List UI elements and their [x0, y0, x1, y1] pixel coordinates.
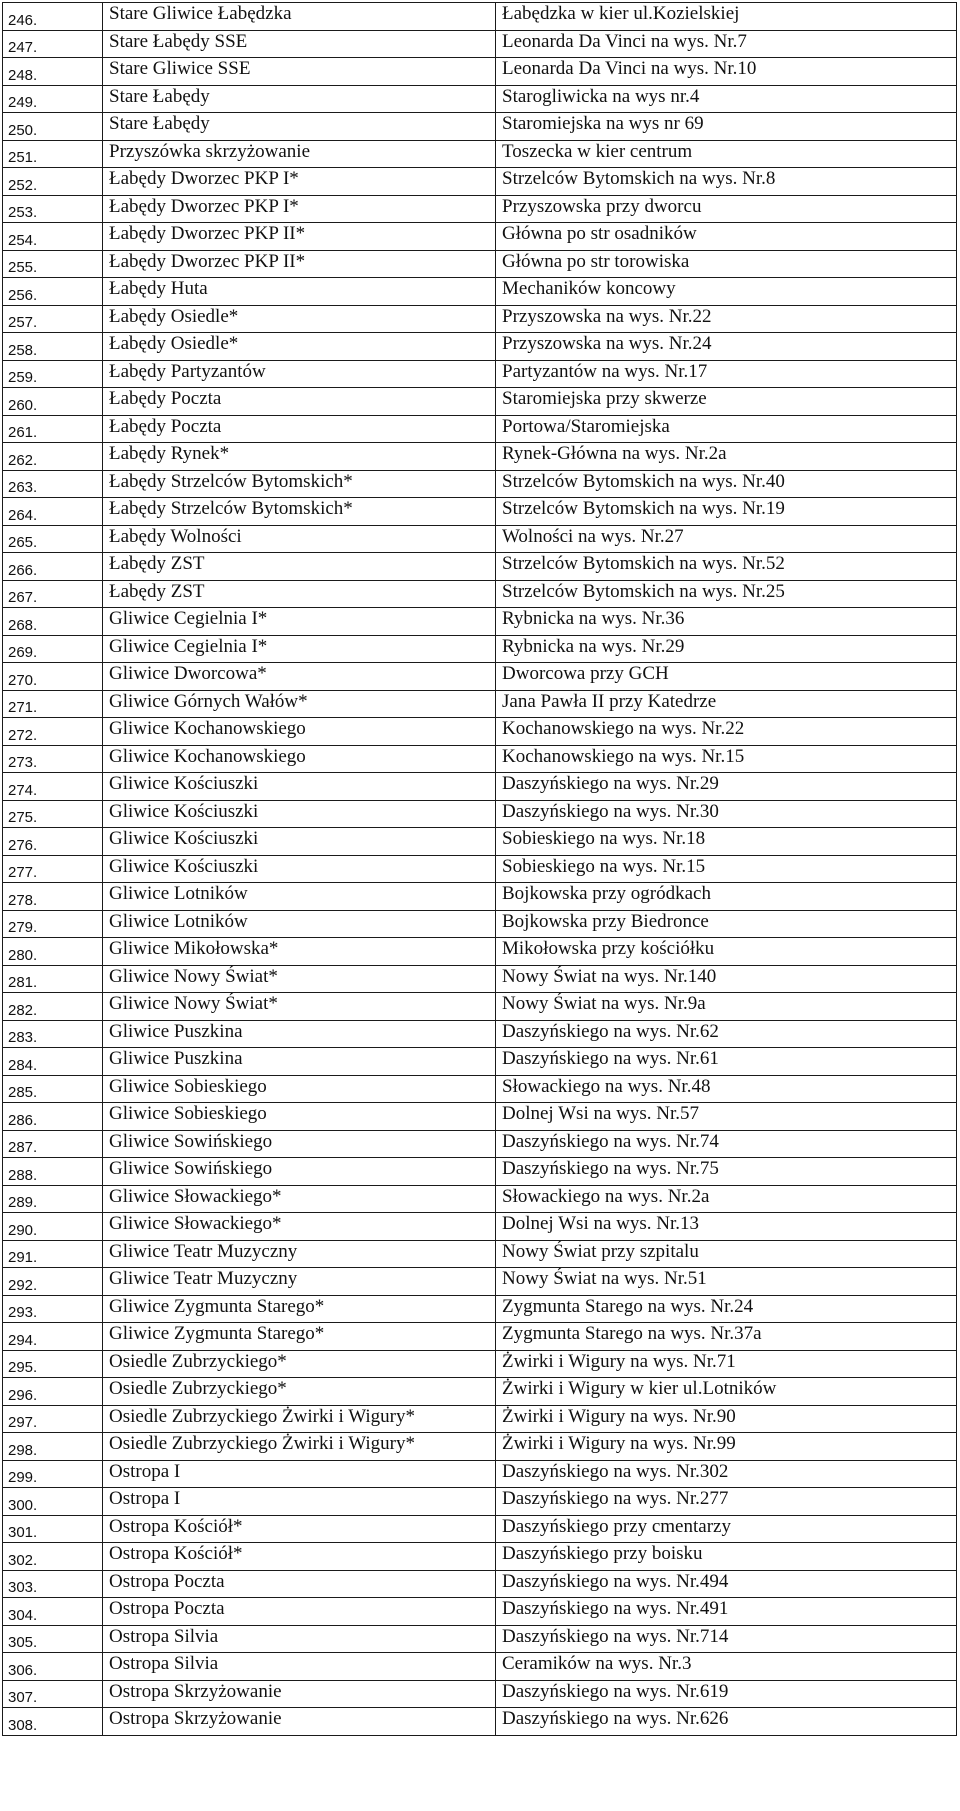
table-row — [3, 1240, 957, 1268]
row-number: 282. — [3, 993, 103, 1021]
table-row — [3, 745, 957, 773]
stop-name: Łabędy Strzelców Bytomskich* — [103, 470, 496, 498]
row-number: 289. — [3, 1185, 103, 1213]
stop-name: Łabędy Dworzec PKP I* — [103, 168, 496, 196]
table-row — [3, 965, 957, 993]
stop-location: Główna po str osadników — [496, 223, 957, 251]
row-number: 296. — [3, 1378, 103, 1406]
stop-name: Gliwice Słowackiego* — [103, 1213, 496, 1241]
row-number: 272. — [3, 718, 103, 746]
row-number: 251. — [3, 140, 103, 168]
table-row — [3, 1433, 957, 1461]
stop-name: Łabędy Huta — [103, 278, 496, 306]
stop-name: Gliwice Puszkina — [103, 1020, 496, 1048]
table-row — [3, 1708, 957, 1736]
stop-location: Nowy Świat na wys. Nr.51 — [496, 1268, 957, 1296]
row-number: 266. — [3, 553, 103, 581]
stop-name: Gliwice Kościuszki — [103, 773, 496, 801]
row-number: 294. — [3, 1323, 103, 1351]
stop-location: Daszyńskiego na wys. Nr.494 — [496, 1570, 957, 1598]
stop-location: Daszyńskiego przy cmentarzy — [496, 1515, 957, 1543]
row-number: 275. — [3, 800, 103, 828]
stop-location: Wolności na wys. Nr.27 — [496, 525, 957, 553]
stop-location: Rynek-Główna na wys. Nr.2a — [496, 443, 957, 471]
stop-name: Gliwice Dworcowa* — [103, 663, 496, 691]
stop-name: Ostropa I — [103, 1460, 496, 1488]
table-row — [3, 1103, 957, 1131]
stop-location: Zygmunta Starego na wys. Nr.24 — [496, 1295, 957, 1323]
table-row — [3, 525, 957, 553]
table-row — [3, 718, 957, 746]
stop-name: Gliwice Zygmunta Starego* — [103, 1323, 496, 1351]
stop-name: Łabędy Dworzec PKP II* — [103, 250, 496, 278]
row-number: 303. — [3, 1570, 103, 1598]
stop-location: Mikołowska przy kościółku — [496, 938, 957, 966]
stop-name: Przyszówka skrzyżowanie — [103, 140, 496, 168]
row-number: 277. — [3, 855, 103, 883]
stop-location: Strzelców Bytomskich na wys. Nr.40 — [496, 470, 957, 498]
row-number: 253. — [3, 195, 103, 223]
stop-location: Leonarda Da Vinci na wys. Nr.7 — [496, 30, 957, 58]
row-number: 269. — [3, 635, 103, 663]
table-row — [3, 58, 957, 86]
stop-name: Osiedle Zubrzyckiego* — [103, 1350, 496, 1378]
row-number: 293. — [3, 1295, 103, 1323]
stop-location: Daszyńskiego na wys. Nr.74 — [496, 1130, 957, 1158]
table-row — [3, 635, 957, 663]
stop-location: Kochanowskiego na wys. Nr.15 — [496, 745, 957, 773]
table-row — [3, 1020, 957, 1048]
table-row — [3, 1570, 957, 1598]
stop-location: Mechaników koncowy — [496, 278, 957, 306]
stop-name: Gliwice Sowińskiego — [103, 1130, 496, 1158]
stop-name: Łabędy ZST — [103, 580, 496, 608]
row-number: 263. — [3, 470, 103, 498]
stop-name: Łabędy Dworzec PKP II* — [103, 223, 496, 251]
row-number: 304. — [3, 1598, 103, 1626]
stop-location: Strzelców Bytomskich na wys. Nr.8 — [496, 168, 957, 196]
stop-location: Staromiejska przy skwerze — [496, 388, 957, 416]
stop-name: Łabędy Strzelców Bytomskich* — [103, 498, 496, 526]
row-number: 308. — [3, 1708, 103, 1736]
row-number: 257. — [3, 305, 103, 333]
stop-location: Daszyńskiego na wys. Nr.302 — [496, 1460, 957, 1488]
stop-name: Gliwice Puszkina — [103, 1048, 496, 1076]
table-row — [3, 3, 957, 31]
row-number: 297. — [3, 1405, 103, 1433]
row-number: 256. — [3, 278, 103, 306]
row-number: 259. — [3, 360, 103, 388]
table-row — [3, 195, 957, 223]
stop-location: Partyzantów na wys. Nr.17 — [496, 360, 957, 388]
row-number: 248. — [3, 58, 103, 86]
stop-location: Przyszowska na wys. Nr.22 — [496, 305, 957, 333]
stop-name: Gliwice Kochanowskiego — [103, 745, 496, 773]
row-number: 258. — [3, 333, 103, 361]
stop-name: Osiedle Zubrzyckiego Żwirki i Wigury* — [103, 1405, 496, 1433]
stop-location: Daszyńskiego przy boisku — [496, 1543, 957, 1571]
table-row — [3, 333, 957, 361]
stop-location: Żwirki i Wigury na wys. Nr.99 — [496, 1433, 957, 1461]
row-number: 276. — [3, 828, 103, 856]
table-row — [3, 1543, 957, 1571]
stop-location: Strzelców Bytomskich na wys. Nr.52 — [496, 553, 957, 581]
row-number: 299. — [3, 1460, 103, 1488]
table-row — [3, 443, 957, 471]
bus-stops-table-body — [3, 3, 957, 1736]
table-row — [3, 663, 957, 691]
stop-location: Daszyńskiego na wys. Nr.491 — [496, 1598, 957, 1626]
stop-name: Stare Gliwice SSE — [103, 58, 496, 86]
stop-location: Daszyńskiego na wys. Nr.714 — [496, 1625, 957, 1653]
stop-name: Stare Łabędy — [103, 85, 496, 113]
table-row — [3, 580, 957, 608]
stop-location: Bojkowska przy ogródkach — [496, 883, 957, 911]
stop-location: Sobieskiego na wys. Nr.15 — [496, 855, 957, 883]
table-row — [3, 223, 957, 251]
row-number: 261. — [3, 415, 103, 443]
table-row — [3, 168, 957, 196]
stop-location: Daszyńskiego na wys. Nr.626 — [496, 1708, 957, 1736]
stop-location: Daszyńskiego na wys. Nr.29 — [496, 773, 957, 801]
row-number: 267. — [3, 580, 103, 608]
table-row — [3, 1653, 957, 1681]
stop-name: Łabędy Rynek* — [103, 443, 496, 471]
table-row — [3, 85, 957, 113]
table-row — [3, 690, 957, 718]
stop-name: Łabędy Poczta — [103, 388, 496, 416]
stop-location: Sobieskiego na wys. Nr.18 — [496, 828, 957, 856]
stop-name: Ostropa Poczta — [103, 1598, 496, 1626]
row-number: 271. — [3, 690, 103, 718]
stop-name: Łabędy Dworzec PKP I* — [103, 195, 496, 223]
stop-location: Dolnej Wsi na wys. Nr.13 — [496, 1213, 957, 1241]
stop-location: Daszyńskiego na wys. Nr.30 — [496, 800, 957, 828]
bus-stops-table — [2, 2, 957, 1736]
row-number: 292. — [3, 1268, 103, 1296]
table-row — [3, 1598, 957, 1626]
stop-location: Bojkowska przy Biedronce — [496, 910, 957, 938]
stop-name: Gliwice Lotników — [103, 910, 496, 938]
stop-location: Toszecka w kier centrum — [496, 140, 957, 168]
table-row — [3, 1185, 957, 1213]
stop-location: Leonarda Da Vinci na wys. Nr.10 — [496, 58, 957, 86]
stop-location: Rybnicka na wys. Nr.36 — [496, 608, 957, 636]
row-number: 298. — [3, 1433, 103, 1461]
table-row — [3, 415, 957, 443]
stop-location: Jana Pawła II przy Katedrze — [496, 690, 957, 718]
table-row — [3, 470, 957, 498]
stop-location: Żwirki i Wigury na wys. Nr.71 — [496, 1350, 957, 1378]
row-number: 301. — [3, 1515, 103, 1543]
table-row — [3, 1488, 957, 1516]
stop-location: Daszyńskiego na wys. Nr.61 — [496, 1048, 957, 1076]
table-row — [3, 608, 957, 636]
stop-name: Łabędy Osiedle* — [103, 333, 496, 361]
row-number: 280. — [3, 938, 103, 966]
table-row — [3, 1048, 957, 1076]
stop-location: Słowackiego na wys. Nr.48 — [496, 1075, 957, 1103]
stop-location: Strzelców Bytomskich na wys. Nr.19 — [496, 498, 957, 526]
stop-location: Strzelców Bytomskich na wys. Nr.25 — [496, 580, 957, 608]
stop-location: Żwirki i Wigury w kier ul.Lotników — [496, 1378, 957, 1406]
table-row — [3, 30, 957, 58]
row-number: 247. — [3, 30, 103, 58]
stop-location: Daszyńskiego na wys. Nr.75 — [496, 1158, 957, 1186]
stop-name: Gliwice Sobieskiego — [103, 1103, 496, 1131]
stop-location: Kochanowskiego na wys. Nr.22 — [496, 718, 957, 746]
stop-location: Żwirki i Wigury na wys. Nr.90 — [496, 1405, 957, 1433]
table-row — [3, 938, 957, 966]
table-row — [3, 140, 957, 168]
stop-name: Stare Łabędy — [103, 113, 496, 141]
row-number: 270. — [3, 663, 103, 691]
row-number: 265. — [3, 525, 103, 553]
stop-name: Gliwice Zygmunta Starego* — [103, 1295, 496, 1323]
stop-name: Gliwice Kochanowskiego — [103, 718, 496, 746]
table-row — [3, 113, 957, 141]
row-number: 295. — [3, 1350, 103, 1378]
row-number: 264. — [3, 498, 103, 526]
row-number: 268. — [3, 608, 103, 636]
row-number: 249. — [3, 85, 103, 113]
stop-name: Gliwice Kościuszki — [103, 855, 496, 883]
stop-name: Osiedle Zubrzyckiego* — [103, 1378, 496, 1406]
stop-location: Nowy Świat na wys. Nr.9a — [496, 993, 957, 1021]
stop-location: Nowy Świat przy szpitalu — [496, 1240, 957, 1268]
row-number: 302. — [3, 1543, 103, 1571]
table-row — [3, 1295, 957, 1323]
stop-location: Ceramików na wys. Nr.3 — [496, 1653, 957, 1681]
stop-name: Łabędy ZST — [103, 553, 496, 581]
row-number: 305. — [3, 1625, 103, 1653]
row-number: 246. — [3, 3, 103, 31]
stop-name: Gliwice Cegielnia I* — [103, 635, 496, 663]
stop-name: Stare Gliwice Łabędzka — [103, 3, 496, 31]
stop-location: Łabędzka w kier ul.Kozielskiej — [496, 3, 957, 31]
stop-location: Dolnej Wsi na wys. Nr.57 — [496, 1103, 957, 1131]
stop-name: Gliwice Nowy Świat* — [103, 965, 496, 993]
row-number: 306. — [3, 1653, 103, 1681]
stop-name: Łabędy Poczta — [103, 415, 496, 443]
stop-location: Zygmunta Starego na wys. Nr.37a — [496, 1323, 957, 1351]
table-row — [3, 1323, 957, 1351]
table-row — [3, 360, 957, 388]
table-row — [3, 773, 957, 801]
stop-name: Ostropa Skrzyżowanie — [103, 1680, 496, 1708]
row-number: 285. — [3, 1075, 103, 1103]
stop-name: Gliwice Teatr Muzyczny — [103, 1240, 496, 1268]
table-row — [3, 910, 957, 938]
stop-name: Ostropa Silvia — [103, 1653, 496, 1681]
table-row — [3, 1460, 957, 1488]
row-number: 288. — [3, 1158, 103, 1186]
stop-location: Daszyńskiego na wys. Nr.62 — [496, 1020, 957, 1048]
stop-name: Gliwice Słowackiego* — [103, 1185, 496, 1213]
table-row — [3, 305, 957, 333]
row-number: 260. — [3, 388, 103, 416]
stop-name: Łabędy Partyzantów — [103, 360, 496, 388]
stop-name: Gliwice Nowy Świat* — [103, 993, 496, 1021]
stop-name: Stare Łabędy SSE — [103, 30, 496, 58]
row-number: 254. — [3, 223, 103, 251]
row-number: 262. — [3, 443, 103, 471]
stop-location: Główna po str torowiska — [496, 250, 957, 278]
table-row — [3, 1268, 957, 1296]
row-number: 307. — [3, 1680, 103, 1708]
stop-location: Daszyńskiego na wys. Nr.277 — [496, 1488, 957, 1516]
table-row — [3, 800, 957, 828]
row-number: 290. — [3, 1213, 103, 1241]
stop-name: Ostropa Skrzyżowanie — [103, 1708, 496, 1736]
table-row — [3, 1515, 957, 1543]
stop-name: Gliwice Teatr Muzyczny — [103, 1268, 496, 1296]
stop-location: Przyszowska na wys. Nr.24 — [496, 333, 957, 361]
stop-name: Gliwice Górnych Wałów* — [103, 690, 496, 718]
table-row — [3, 1680, 957, 1708]
table-row — [3, 553, 957, 581]
stop-name: Gliwice Cegielnia I* — [103, 608, 496, 636]
stop-location: Dworcowa przy GCH — [496, 663, 957, 691]
stop-name: Gliwice Sobieskiego — [103, 1075, 496, 1103]
stop-location: Staromiejska na wys nr 69 — [496, 113, 957, 141]
row-number: 250. — [3, 113, 103, 141]
row-number: 273. — [3, 745, 103, 773]
table-row — [3, 1075, 957, 1103]
stop-name: Ostropa Kościół* — [103, 1515, 496, 1543]
stop-location: Przyszowska przy dworcu — [496, 195, 957, 223]
table-row — [3, 1378, 957, 1406]
row-number: 278. — [3, 883, 103, 911]
stop-name: Ostropa Poczta — [103, 1570, 496, 1598]
row-number: 252. — [3, 168, 103, 196]
table-row — [3, 1350, 957, 1378]
table-row — [3, 1158, 957, 1186]
stop-name: Ostropa Silvia — [103, 1625, 496, 1653]
row-number: 300. — [3, 1488, 103, 1516]
stop-location: Starogliwicka na wys nr.4 — [496, 85, 957, 113]
stop-name: Gliwice Mikołowska* — [103, 938, 496, 966]
stop-name: Łabędy Wolności — [103, 525, 496, 553]
row-number: 291. — [3, 1240, 103, 1268]
stop-name: Osiedle Zubrzyckiego Żwirki i Wigury* — [103, 1433, 496, 1461]
table-row — [3, 1213, 957, 1241]
table-row — [3, 855, 957, 883]
table-row — [3, 1625, 957, 1653]
table-row — [3, 1130, 957, 1158]
stop-location: Portowa/Staromiejska — [496, 415, 957, 443]
row-number: 287. — [3, 1130, 103, 1158]
table-row — [3, 250, 957, 278]
row-number: 281. — [3, 965, 103, 993]
stop-location: Słowackiego na wys. Nr.2a — [496, 1185, 957, 1213]
stop-location: Rybnicka na wys. Nr.29 — [496, 635, 957, 663]
table-row — [3, 388, 957, 416]
stop-location: Nowy Świat na wys. Nr.140 — [496, 965, 957, 993]
table-row — [3, 498, 957, 526]
stop-name: Ostropa Kościół* — [103, 1543, 496, 1571]
row-number: 279. — [3, 910, 103, 938]
stop-name: Gliwice Sowińskiego — [103, 1158, 496, 1186]
stop-name: Gliwice Kościuszki — [103, 828, 496, 856]
table-row — [3, 278, 957, 306]
table-row — [3, 828, 957, 856]
stop-name: Ostropa I — [103, 1488, 496, 1516]
stop-name: Łabędy Osiedle* — [103, 305, 496, 333]
row-number: 284. — [3, 1048, 103, 1076]
row-number: 286. — [3, 1103, 103, 1131]
table-row — [3, 1405, 957, 1433]
stop-name: Gliwice Lotników — [103, 883, 496, 911]
row-number: 274. — [3, 773, 103, 801]
table-row — [3, 993, 957, 1021]
stop-name: Gliwice Kościuszki — [103, 800, 496, 828]
row-number: 283. — [3, 1020, 103, 1048]
table-row — [3, 883, 957, 911]
row-number: 255. — [3, 250, 103, 278]
stop-location: Daszyńskiego na wys. Nr.619 — [496, 1680, 957, 1708]
